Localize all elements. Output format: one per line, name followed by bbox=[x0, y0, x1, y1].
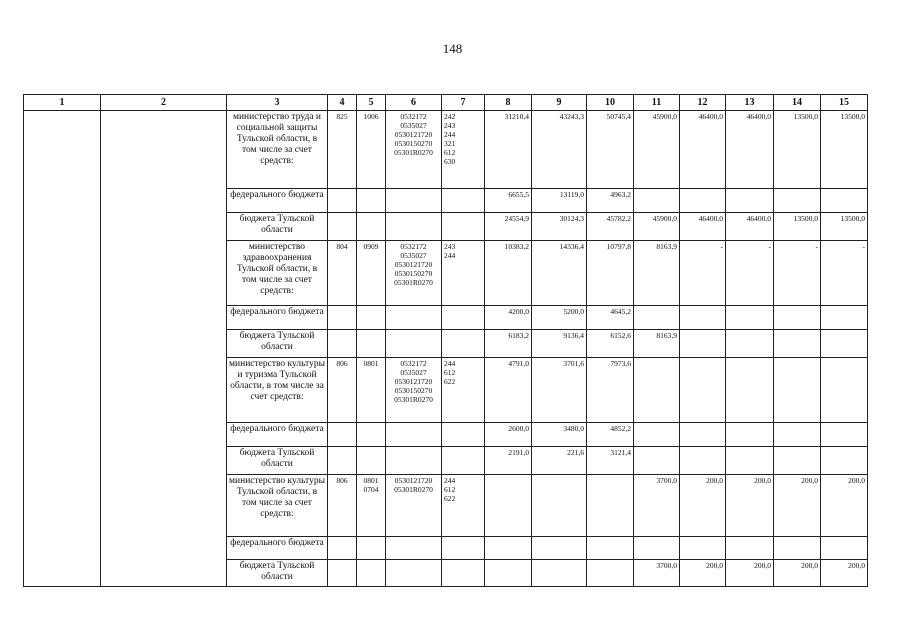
cell-col11: 3700,0 bbox=[634, 475, 680, 537]
cell-col7 bbox=[442, 447, 485, 475]
cell-col13: 200,0 bbox=[726, 560, 774, 587]
cell-col15: 200,0 bbox=[821, 560, 868, 587]
cell-col13 bbox=[726, 306, 774, 330]
cell-col11 bbox=[634, 537, 680, 560]
cell-col4 bbox=[328, 189, 357, 213]
cell-col11: 8163,9 bbox=[634, 241, 680, 306]
cell-col9: 9136,4 bbox=[532, 330, 587, 358]
cell-col5: 0801 bbox=[357, 358, 386, 423]
cell-col4: 825 bbox=[328, 111, 357, 189]
cell-col8: 2191,0 bbox=[485, 447, 532, 475]
cell-col5 bbox=[357, 423, 386, 447]
cell-col15: 13500,0 bbox=[821, 111, 868, 189]
cell-col6 bbox=[386, 560, 442, 587]
cell-col12 bbox=[680, 447, 726, 475]
cell-col10: 45782,2 bbox=[587, 213, 634, 241]
cell-col8 bbox=[485, 537, 532, 560]
cell-col9: 3701,6 bbox=[532, 358, 587, 423]
cell-col12 bbox=[680, 189, 726, 213]
cell-col14: 200,0 bbox=[774, 475, 821, 537]
cell-col11 bbox=[634, 189, 680, 213]
cell-col3: федерального бюджета bbox=[227, 537, 328, 560]
cell-col9: 13119,0 bbox=[532, 189, 587, 213]
cell-col15: 200,0 bbox=[821, 475, 868, 537]
cell-col13: 200,0 bbox=[726, 475, 774, 537]
cell-col3: бюджета Тульской области bbox=[227, 213, 328, 241]
cell-col8: 4200,0 bbox=[485, 306, 532, 330]
column-header-14: 14 bbox=[774, 95, 821, 111]
cell-col11: 3700,0 bbox=[634, 560, 680, 587]
cell-col7 bbox=[442, 330, 485, 358]
cell-col6 bbox=[386, 447, 442, 475]
column-header-15: 15 bbox=[821, 95, 868, 111]
header-row bbox=[24, 95, 868, 111]
cell-col10: 4645,2 bbox=[587, 306, 634, 330]
cell-col8: 4791,0 bbox=[485, 358, 532, 423]
cell-col12: 200,0 bbox=[680, 475, 726, 537]
cell-col14: 13500,0 bbox=[774, 213, 821, 241]
cell-col6 bbox=[386, 423, 442, 447]
cell-col9: 30124,3 bbox=[532, 213, 587, 241]
column-header-5: 5 bbox=[357, 95, 386, 111]
cell-col4 bbox=[328, 537, 357, 560]
cell-col8: 6655,5 bbox=[485, 189, 532, 213]
cell-col5 bbox=[357, 447, 386, 475]
cell-col4: 806 bbox=[328, 475, 357, 537]
cell-col3: федерального бюджета bbox=[227, 306, 328, 330]
cell-col14: 13500,0 bbox=[774, 111, 821, 189]
cell-col5 bbox=[357, 306, 386, 330]
cell-col6: 0532172 0535027 0530121720 0530150270 05301R0270 bbox=[386, 111, 442, 189]
cell-col10: 7973,6 bbox=[587, 358, 634, 423]
cell-col9: 3480,0 bbox=[532, 423, 587, 447]
cell-col13 bbox=[726, 189, 774, 213]
cell-col5 bbox=[357, 560, 386, 587]
cell-col11: 45900,0 bbox=[634, 213, 680, 241]
cell-col6: 0532172 0535027 0530121720 0530150270 05301R0270 bbox=[386, 241, 442, 306]
cell-col5 bbox=[357, 330, 386, 358]
cell-col14 bbox=[774, 358, 821, 423]
cell-col13 bbox=[726, 423, 774, 447]
cell-col8: 2600,0 bbox=[485, 423, 532, 447]
cell-col10 bbox=[587, 537, 634, 560]
cell-col15: 13500,0 bbox=[821, 213, 868, 241]
column-header-8: 8 bbox=[485, 95, 532, 111]
cell-col7 bbox=[442, 213, 485, 241]
col1-cell bbox=[24, 111, 101, 587]
cell-col9: 14336,4 bbox=[532, 241, 587, 306]
cell-col9: 5200,0 bbox=[532, 306, 587, 330]
cell-col15 bbox=[821, 189, 868, 213]
cell-col5 bbox=[357, 213, 386, 241]
cell-col6 bbox=[386, 306, 442, 330]
cell-col14 bbox=[774, 537, 821, 560]
cell-col8 bbox=[485, 475, 532, 537]
cell-col4: 804 bbox=[328, 241, 357, 306]
cell-col10: 10797,8 bbox=[587, 241, 634, 306]
cell-col11 bbox=[634, 306, 680, 330]
cell-col7: 242 243 244 321 612 630 bbox=[442, 111, 485, 189]
cell-col3: министерство труда и социальной защиты Тульской области, в том числе за счет средств: bbox=[227, 111, 328, 189]
cell-col10: 3121,4 bbox=[587, 447, 634, 475]
cell-col13: 46400,0 bbox=[726, 111, 774, 189]
cell-col3: федерального бюджета bbox=[227, 189, 328, 213]
cell-col11 bbox=[634, 447, 680, 475]
cell-col4 bbox=[328, 423, 357, 447]
cell-col12 bbox=[680, 358, 726, 423]
cell-col13: - bbox=[726, 241, 774, 306]
cell-col5: 0909 bbox=[357, 241, 386, 306]
cell-col6: 0532172 0535027 0530121720 0530150270 05301R0270 bbox=[386, 358, 442, 423]
cell-col6: 0530121720 05301R0270 bbox=[386, 475, 442, 537]
cell-col4 bbox=[328, 560, 357, 587]
budget-table bbox=[23, 94, 868, 587]
cell-col7 bbox=[442, 560, 485, 587]
cell-col7: 243 244 bbox=[442, 241, 485, 306]
cell-col3: бюджета Тульской области bbox=[227, 330, 328, 358]
column-header-3: 3 bbox=[227, 95, 328, 111]
cell-col3: бюджета Тульской области bbox=[227, 447, 328, 475]
cell-col15 bbox=[821, 358, 868, 423]
column-header-10: 10 bbox=[587, 95, 634, 111]
cell-col3: федерального бюджета bbox=[227, 423, 328, 447]
cell-col15 bbox=[821, 330, 868, 358]
cell-col14 bbox=[774, 423, 821, 447]
cell-col11: 45900,0 bbox=[634, 111, 680, 189]
column-header-4: 4 bbox=[328, 95, 357, 111]
cell-col5: 0801 0704 bbox=[357, 475, 386, 537]
cell-col15 bbox=[821, 306, 868, 330]
cell-col14 bbox=[774, 306, 821, 330]
cell-col4: 806 bbox=[328, 358, 357, 423]
cell-col8: 10383,2 bbox=[485, 241, 532, 306]
cell-col12: 200,0 bbox=[680, 560, 726, 587]
cell-col15 bbox=[821, 537, 868, 560]
cell-col7 bbox=[442, 189, 485, 213]
column-header-7: 7 bbox=[442, 95, 485, 111]
cell-col10: 50745,4 bbox=[587, 111, 634, 189]
cell-col14: 200,0 bbox=[774, 560, 821, 587]
cell-col3: министерство культуры и туризма Тульской области, в том числе за счет средств: bbox=[227, 358, 328, 423]
cell-col15 bbox=[821, 423, 868, 447]
cell-col4 bbox=[328, 447, 357, 475]
cell-col12 bbox=[680, 306, 726, 330]
cell-col6 bbox=[386, 330, 442, 358]
cell-col12 bbox=[680, 330, 726, 358]
cell-col12 bbox=[680, 423, 726, 447]
cell-col9: 221,6 bbox=[532, 447, 587, 475]
column-header-11: 11 bbox=[634, 95, 680, 111]
cell-col7: 244 612 622 bbox=[442, 475, 485, 537]
cell-col6 bbox=[386, 213, 442, 241]
page-number: 148 bbox=[442, 41, 463, 56]
cell-col12: 46400,0 bbox=[680, 213, 726, 241]
column-header-6: 6 bbox=[386, 95, 442, 111]
cell-col8: 6183,2 bbox=[485, 330, 532, 358]
cell-col7 bbox=[442, 537, 485, 560]
cell-col6 bbox=[386, 189, 442, 213]
table-row bbox=[24, 111, 868, 189]
cell-col15: - bbox=[821, 241, 868, 306]
cell-col13: 46400,0 bbox=[726, 213, 774, 241]
cell-col13 bbox=[726, 447, 774, 475]
cell-col9: 43243,3 bbox=[532, 111, 587, 189]
cell-col14 bbox=[774, 189, 821, 213]
cell-col8: 31210,4 bbox=[485, 111, 532, 189]
cell-col13 bbox=[726, 537, 774, 560]
cell-col10: 4852,2 bbox=[587, 423, 634, 447]
cell-col10 bbox=[587, 560, 634, 587]
cell-col12: - bbox=[680, 241, 726, 306]
column-header-13: 13 bbox=[726, 95, 774, 111]
cell-col14 bbox=[774, 447, 821, 475]
cell-col15 bbox=[821, 447, 868, 475]
cell-col14: - bbox=[774, 241, 821, 306]
column-header-1: 1 bbox=[24, 95, 101, 111]
cell-col11 bbox=[634, 423, 680, 447]
cell-col3: бюджета Тульской области bbox=[227, 560, 328, 587]
cell-col5 bbox=[357, 189, 386, 213]
column-header-12: 12 bbox=[680, 95, 726, 111]
cell-col10: 6152,6 bbox=[587, 330, 634, 358]
cell-col10 bbox=[587, 475, 634, 537]
cell-col7: 244 612 622 bbox=[442, 358, 485, 423]
cell-col5: 1006 bbox=[357, 111, 386, 189]
cell-col8 bbox=[485, 560, 532, 587]
column-header-9: 9 bbox=[532, 95, 587, 111]
cell-col3: министерство здравоохранения Тульской области, в том числе за счет средств: bbox=[227, 241, 328, 306]
cell-col6 bbox=[386, 537, 442, 560]
cell-col11 bbox=[634, 358, 680, 423]
cell-col5 bbox=[357, 537, 386, 560]
cell-col10: 4963,2 bbox=[587, 189, 634, 213]
cell-col4 bbox=[328, 330, 357, 358]
cell-col9 bbox=[532, 475, 587, 537]
column-header-2: 2 bbox=[101, 95, 227, 111]
cell-col8: 24554,9 bbox=[485, 213, 532, 241]
cell-col4 bbox=[328, 213, 357, 241]
cell-col7 bbox=[442, 306, 485, 330]
cell-col13 bbox=[726, 358, 774, 423]
col2-cell bbox=[101, 111, 227, 587]
cell-col7 bbox=[442, 423, 485, 447]
cell-col9 bbox=[532, 537, 587, 560]
cell-col4 bbox=[328, 306, 357, 330]
cell-col11: 8163,9 bbox=[634, 330, 680, 358]
cell-col12: 46400,0 bbox=[680, 111, 726, 189]
cell-col3: министерство культуры Тульской области, в том числе за счет средств: bbox=[227, 475, 328, 537]
cell-col12 bbox=[680, 537, 726, 560]
cell-col14 bbox=[774, 330, 821, 358]
cell-col9 bbox=[532, 560, 587, 587]
cell-col13 bbox=[726, 330, 774, 358]
